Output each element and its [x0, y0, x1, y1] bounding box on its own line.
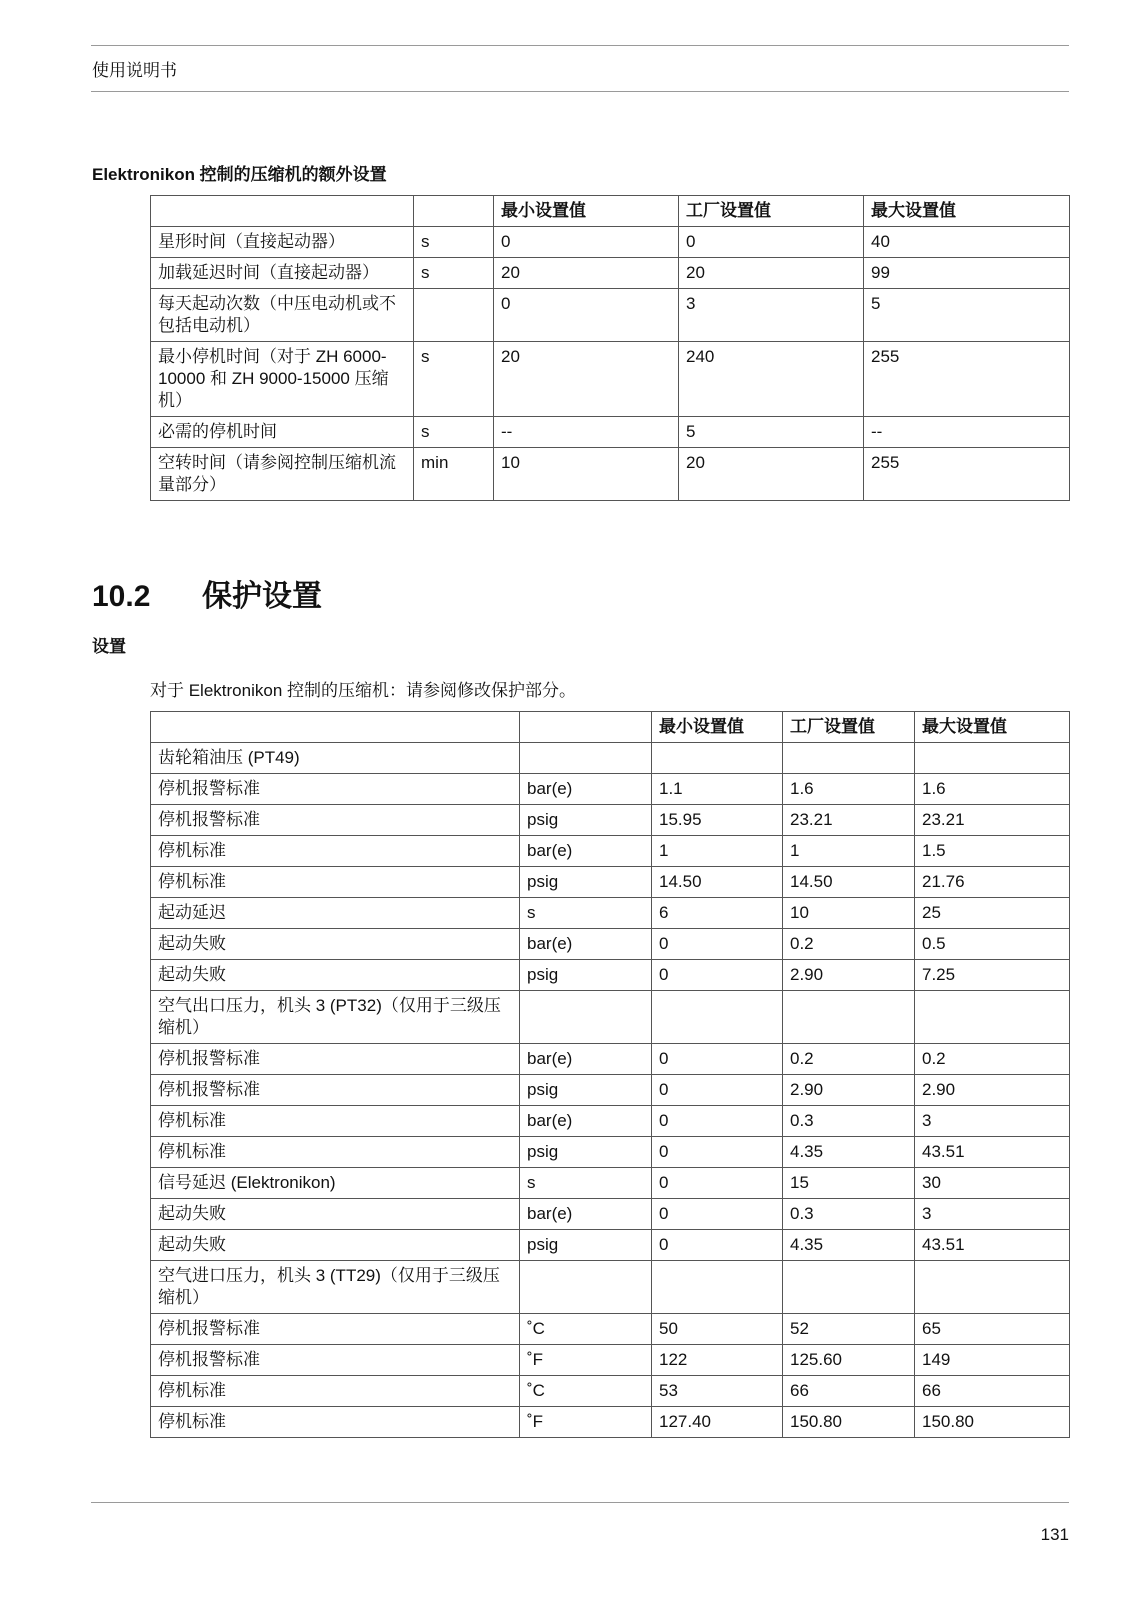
table-cell: 起动失败 [151, 929, 520, 960]
table-cell: 23.21 [783, 805, 915, 836]
table-cell: 停机报警标准 [151, 1314, 520, 1345]
section-title: 保护设置 [202, 580, 322, 613]
table-cell: 40 [864, 227, 1070, 258]
table-cell: 停机标准 [151, 836, 520, 867]
table-cell: 0 [652, 1044, 783, 1075]
table-cell: 2.90 [915, 1075, 1070, 1106]
column-header: 最小设置值 [494, 196, 679, 227]
table-row [151, 805, 1070, 836]
table-cell: psig [520, 1137, 652, 1168]
table-cell: 停机报警标准 [151, 1075, 520, 1106]
table-cell: 1 [652, 836, 783, 867]
table-cell: 停机标准 [151, 1376, 520, 1407]
section-heading [92, 571, 322, 615]
table-row [151, 1075, 1070, 1106]
table-cell [520, 1261, 652, 1314]
settings-subheading: 设置 [92, 637, 126, 656]
table-cell: 0.2 [783, 1044, 915, 1075]
table-row [151, 743, 1070, 774]
table-cell [783, 1261, 915, 1314]
table-row [151, 1137, 1070, 1168]
column-header: 最小设置值 [652, 712, 783, 743]
protection-settings-table [150, 711, 1070, 1438]
table-cell: 4.35 [783, 1230, 915, 1261]
table-cell: 4.35 [783, 1137, 915, 1168]
table-row [151, 774, 1070, 805]
table-cell: 停机标准 [151, 867, 520, 898]
table-row [151, 836, 1070, 867]
table-cell: bar(e) [520, 1044, 652, 1075]
table-cell: 0.3 [783, 1106, 915, 1137]
table-cell: 空气进口压力，机头 3 (TT29)（仅用于三级压缩机） [151, 1261, 520, 1314]
table-row [151, 960, 1070, 991]
table-cell: 43.51 [915, 1230, 1070, 1261]
column-header [151, 196, 414, 227]
table-cell: 0 [679, 227, 864, 258]
table-cell: 起动失败 [151, 1230, 520, 1261]
table-cell: 10 [783, 898, 915, 929]
table-cell: 50 [652, 1314, 783, 1345]
table-cell: -- [864, 417, 1070, 448]
table-row [151, 227, 1070, 258]
table-cell [520, 743, 652, 774]
table-row [151, 1168, 1070, 1199]
table-cell: 0 [652, 1168, 783, 1199]
table-cell: 0 [652, 1075, 783, 1106]
table-cell: min [414, 448, 494, 501]
table-row [151, 898, 1070, 929]
table-row [151, 417, 1070, 448]
table-cell [520, 991, 652, 1044]
table-cell: 停机标准 [151, 1137, 520, 1168]
header-rule-bottom [91, 91, 1069, 92]
table-cell: bar(e) [520, 1106, 652, 1137]
table-cell: 150.80 [783, 1407, 915, 1438]
table-cell: 3 [915, 1106, 1070, 1137]
table-cell: bar(e) [520, 774, 652, 805]
table-cell: 53 [652, 1376, 783, 1407]
table-cell: 0.2 [783, 929, 915, 960]
table-cell: s [414, 227, 494, 258]
table-cell: s [414, 417, 494, 448]
table-cell: s [520, 898, 652, 929]
table-cell: 起动失败 [151, 1199, 520, 1230]
table-cell: s [414, 258, 494, 289]
table-cell: bar(e) [520, 836, 652, 867]
table-cell: 30 [915, 1168, 1070, 1199]
table-cell: 20 [679, 448, 864, 501]
table-cell [652, 1261, 783, 1314]
extra-settings-table [150, 195, 1070, 501]
table-cell: 2.90 [783, 960, 915, 991]
table-cell: s [414, 342, 494, 417]
section-number: 10.2 [92, 580, 151, 613]
column-header: 工厂设置值 [679, 196, 864, 227]
table-cell: 0 [652, 1199, 783, 1230]
table-row [151, 991, 1070, 1044]
table-cell: 15.95 [652, 805, 783, 836]
table-cell: 65 [915, 1314, 1070, 1345]
table-cell: 15 [783, 1168, 915, 1199]
column-header: 最大设置值 [915, 712, 1070, 743]
table-cell: 停机标准 [151, 1106, 520, 1137]
table-row [151, 1376, 1070, 1407]
page-number: 131 [1040, 1525, 1069, 1544]
table-cell: ˚F [520, 1407, 652, 1438]
table-cell [652, 743, 783, 774]
table-cell: bar(e) [520, 1199, 652, 1230]
table-cell: 齿轮箱油压 (PT49) [151, 743, 520, 774]
table-cell: 7.25 [915, 960, 1070, 991]
table-row [151, 1314, 1070, 1345]
table-row [151, 289, 1070, 342]
table-cell: 每天起动次数（中压电动机或不包括电动机） [151, 289, 414, 342]
table-cell: 23.21 [915, 805, 1070, 836]
table-cell: 255 [864, 342, 1070, 417]
table-cell [915, 991, 1070, 1044]
table-cell: 0 [652, 1137, 783, 1168]
table-row [151, 258, 1070, 289]
column-header [520, 712, 652, 743]
table-cell: 3 [915, 1199, 1070, 1230]
table-cell: 240 [679, 342, 864, 417]
table-cell: 1.5 [915, 836, 1070, 867]
table-cell: 66 [783, 1376, 915, 1407]
table-cell: psig [520, 960, 652, 991]
table-row [151, 1261, 1070, 1314]
table-cell: 43.51 [915, 1137, 1070, 1168]
table-cell: s [520, 1168, 652, 1199]
table-cell: 99 [864, 258, 1070, 289]
table-cell: 2.90 [783, 1075, 915, 1106]
table-row [151, 867, 1070, 898]
footer-rule [91, 1502, 1069, 1503]
header-rule-top [91, 45, 1069, 46]
table-cell: psig [520, 867, 652, 898]
table-cell: 起动失败 [151, 960, 520, 991]
table-cell: 20 [679, 258, 864, 289]
table-row [151, 1407, 1070, 1438]
table-cell: 空转时间（请参阅控制压缩机流量部分） [151, 448, 414, 501]
table-cell: psig [520, 1075, 652, 1106]
table-cell: 0 [494, 227, 679, 258]
table-cell: 20 [494, 342, 679, 417]
table-cell: 停机报警标准 [151, 1345, 520, 1376]
column-header: 工厂设置值 [783, 712, 915, 743]
table-cell [652, 991, 783, 1044]
table-cell: 1.6 [783, 774, 915, 805]
table-cell: psig [520, 805, 652, 836]
table-cell: 停机报警标准 [151, 1044, 520, 1075]
header-title: 使用说明书 [92, 61, 177, 80]
table-cell [915, 743, 1070, 774]
table-row [151, 1199, 1070, 1230]
table-cell: 14.50 [652, 867, 783, 898]
table-row [151, 448, 1070, 501]
table-cell: 星形时间（直接起动器） [151, 227, 414, 258]
table-row [151, 1044, 1070, 1075]
table-cell: 3 [679, 289, 864, 342]
extra-settings-heading: Elektronikon 控制的压缩机的额外设置 [92, 165, 387, 184]
table-row [151, 929, 1070, 960]
table-cell: ˚C [520, 1376, 652, 1407]
table-cell: 停机报警标准 [151, 805, 520, 836]
column-header [151, 712, 520, 743]
table-cell: 149 [915, 1345, 1070, 1376]
table-cell: 20 [494, 258, 679, 289]
table-cell: 最小停机时间（对于 ZH 6000-10000 和 ZH 9000-15000 压缩机） [151, 342, 414, 417]
table-cell: 必需的停机时间 [151, 417, 414, 448]
table-header-row [151, 712, 1070, 743]
table-cell: -- [494, 417, 679, 448]
table-cell: 21.76 [915, 867, 1070, 898]
table-cell: 6 [652, 898, 783, 929]
column-header [414, 196, 494, 227]
table-cell: 66 [915, 1376, 1070, 1407]
table-cell: 122 [652, 1345, 783, 1376]
table-cell: bar(e) [520, 929, 652, 960]
table-cell: 1 [783, 836, 915, 867]
table-cell: 1.1 [652, 774, 783, 805]
table-cell: 停机标准 [151, 1407, 520, 1438]
table-cell: 52 [783, 1314, 915, 1345]
table-cell: psig [520, 1230, 652, 1261]
table-row [151, 342, 1070, 417]
table-cell: ˚C [520, 1314, 652, 1345]
table-cell: 起动延迟 [151, 898, 520, 929]
table-cell: 信号延迟 (Elektronikon) [151, 1168, 520, 1199]
table-cell: 0.2 [915, 1044, 1070, 1075]
table-cell: 125.60 [783, 1345, 915, 1376]
table-cell: 255 [864, 448, 1070, 501]
table-cell: 停机报警标准 [151, 774, 520, 805]
table-header-row [151, 196, 1070, 227]
table-cell: 5 [864, 289, 1070, 342]
table-cell [783, 743, 915, 774]
table-cell [414, 289, 494, 342]
settings-intro-text: 对于 Elektronikon 控制的压缩机：请参阅修改保护部分。 [150, 681, 576, 700]
table-cell: 0 [652, 1106, 783, 1137]
table-cell: 127.40 [652, 1407, 783, 1438]
table-cell [783, 991, 915, 1044]
table-cell: 25 [915, 898, 1070, 929]
table-cell: 0 [652, 929, 783, 960]
table-cell: 空气出口压力，机头 3 (PT32)（仅用于三级压缩机） [151, 991, 520, 1044]
table-cell: 0.3 [783, 1199, 915, 1230]
table-cell: 0 [652, 960, 783, 991]
table-cell: 加载延迟时间（直接起动器） [151, 258, 414, 289]
table-cell: 14.50 [783, 867, 915, 898]
table-cell: ˚F [520, 1345, 652, 1376]
table-cell: 0.5 [915, 929, 1070, 960]
table-cell: 150.80 [915, 1407, 1070, 1438]
table-cell: 0 [494, 289, 679, 342]
table-row [151, 1345, 1070, 1376]
table-row [151, 1106, 1070, 1137]
table-cell: 0 [652, 1230, 783, 1261]
table-cell: 10 [494, 448, 679, 501]
table-cell: 1.6 [915, 774, 1070, 805]
table-row [151, 1230, 1070, 1261]
table-cell: 5 [679, 417, 864, 448]
table-cell [915, 1261, 1070, 1314]
column-header: 最大设置值 [864, 196, 1070, 227]
